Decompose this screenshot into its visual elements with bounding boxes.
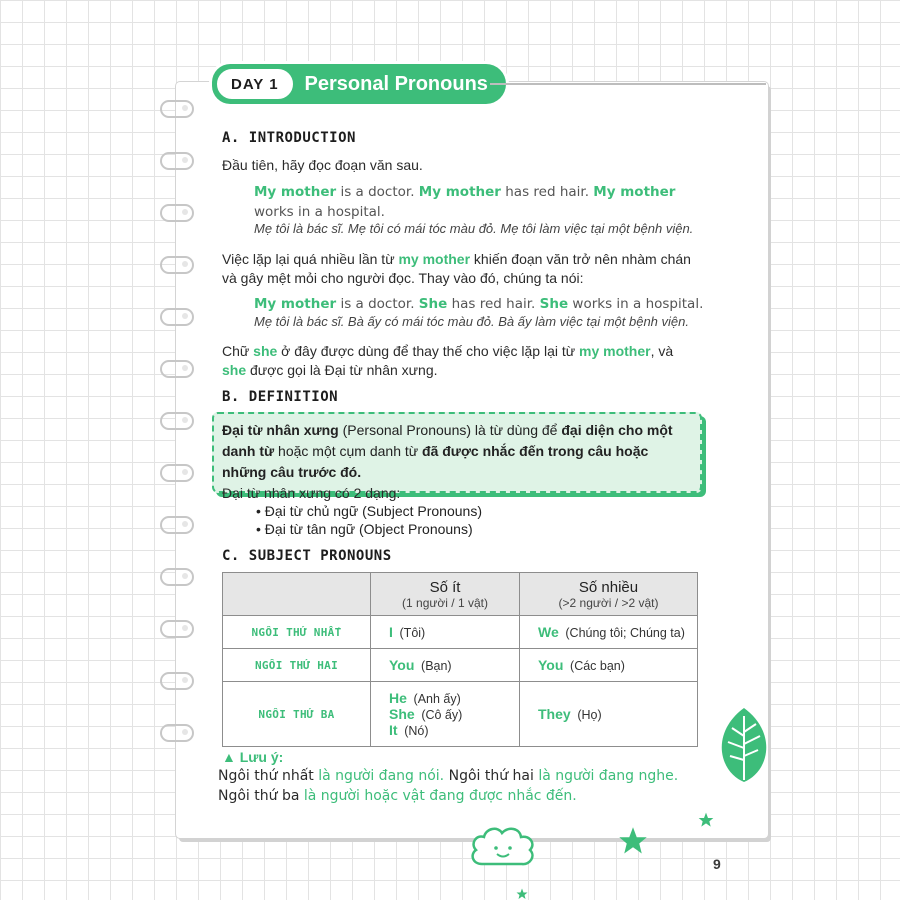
binding-ring [160,308,194,326]
star-icon [618,826,648,856]
example-2: My mother is a doctor. She has red hair. She works in a hospital. [254,296,704,312]
singular-cell: You (Bạn) [371,649,520,682]
translation-1: Mẹ tôi là bác sĩ. Mẹ tôi có mái tóc màu đỏ. Mẹ tôi làm việc tại một bệnh viện. [254,221,694,236]
translation-2: Mẹ tôi là bác sĩ. Bà ấy có mái tóc màu đỏ. Bà ấy làm việc tại một bệnh viện. [254,314,689,329]
types-intro: Đại từ nhân xưng có 2 dạng: [222,485,401,501]
definition-box: Đại từ nhân xưng (Personal Pronouns) là từ dùng để đại diện cho một danh từ hoặc một cụm danh từ đã được nhắc đến trong câu hoặc những câu trước đó. [212,412,702,493]
binding-ring [160,620,194,638]
pronoun-highlight: she [253,343,278,359]
person-label: NGÔI THỨ BA [223,682,371,747]
type-item-subject: • Đại từ chủ ngữ (Subject Pronouns) [256,503,482,519]
binding-ring [160,204,194,222]
binding-ring [160,724,194,742]
paragraph-3: Chữ she ở đây được dùng để thay thế cho việc lặp lại từ my mother, và she được gọi là Đại từ nhân xưng. [222,343,674,378]
table-row [223,649,698,682]
day-badge [212,64,506,104]
binding-ring [160,360,194,378]
note-line-1: Ngôi thứ nhất là người đang nói. Ngôi thứ hai là người đang nghe. [218,768,679,784]
star-icon [698,812,714,828]
lesson-title: Personal Pronouns [304,72,488,95]
singular-cell: He (Anh ấy) She (Cô ấy) It (Nó) [371,682,520,747]
table-row [223,682,698,747]
pronoun-highlight: She [418,296,448,312]
pronoun-highlight: My mother [418,184,501,200]
pronoun-highlight: My mother [254,184,337,200]
table-header-row [223,573,698,616]
section-b-heading: B. DEFINITION [222,389,339,405]
leaf-icon [718,706,770,784]
paragraph-2: Việc lặp lại quá nhiều lần từ my mother khiến đoạn văn trở nên nhàm chán và gây mệt mỏi cho người đọc. Thay vào đó, chúng ta nói: [222,251,691,286]
spiral-binding [160,100,200,740]
binding-ring [160,412,194,430]
plural-cell: We (Chúng tôi; Chúng ta) [520,616,698,649]
person-label: NGÔI THỨ HAI [223,649,371,682]
plural-cell: You (Các bạn) [520,649,698,682]
binding-ring [160,568,194,586]
pronoun-highlight: She [539,296,569,312]
subject-pronouns-table [222,572,698,747]
pronoun-highlight: my mother [398,251,471,267]
star-icon [516,888,528,900]
plural-cell: They (Họ) [520,682,698,747]
page-number: 9 [713,856,721,872]
section-a-heading: A. INTRODUCTION [222,130,356,146]
binding-ring [160,464,194,482]
note-line-2: Ngôi thứ ba là người hoặc vật đang được nhắc đến. [218,788,577,804]
day-label: DAY 1 [215,67,295,101]
pronoun-highlight: My mother [593,184,676,200]
binding-ring [160,516,194,534]
intro-text: Đầu tiên, hãy đọc đoạn văn sau. [222,157,423,173]
table-row [223,616,698,649]
binding-ring [160,672,194,690]
pronoun-highlight: my mother [579,343,651,359]
person-label: NGÔI THỨ NHẤT [223,616,371,649]
binding-ring [160,100,194,118]
example-1: My mother is a doctor. My mother has red hair. My mother works in a hospital. [254,184,676,220]
binding-ring [160,152,194,170]
type-item-object: • Đại từ tân ngữ (Object Pronouns) [256,521,473,537]
note-heading: ▲ Lưu ý: [222,749,284,765]
pronoun-highlight: My mother [254,296,337,312]
title-divider [490,83,766,85]
cloud-face-icon [468,824,538,870]
section-c-heading: C. SUBJECT PRONOUNS [222,548,392,564]
singular-cell: I (Tôi) [371,616,520,649]
table-corner [223,573,371,616]
column-singular: Số ít (1 người / 1 vật) [371,573,520,616]
binding-ring [160,256,194,274]
pronoun-highlight: she [222,362,247,378]
column-plural: Số nhiều (>2 người / >2 vật) [520,573,698,616]
